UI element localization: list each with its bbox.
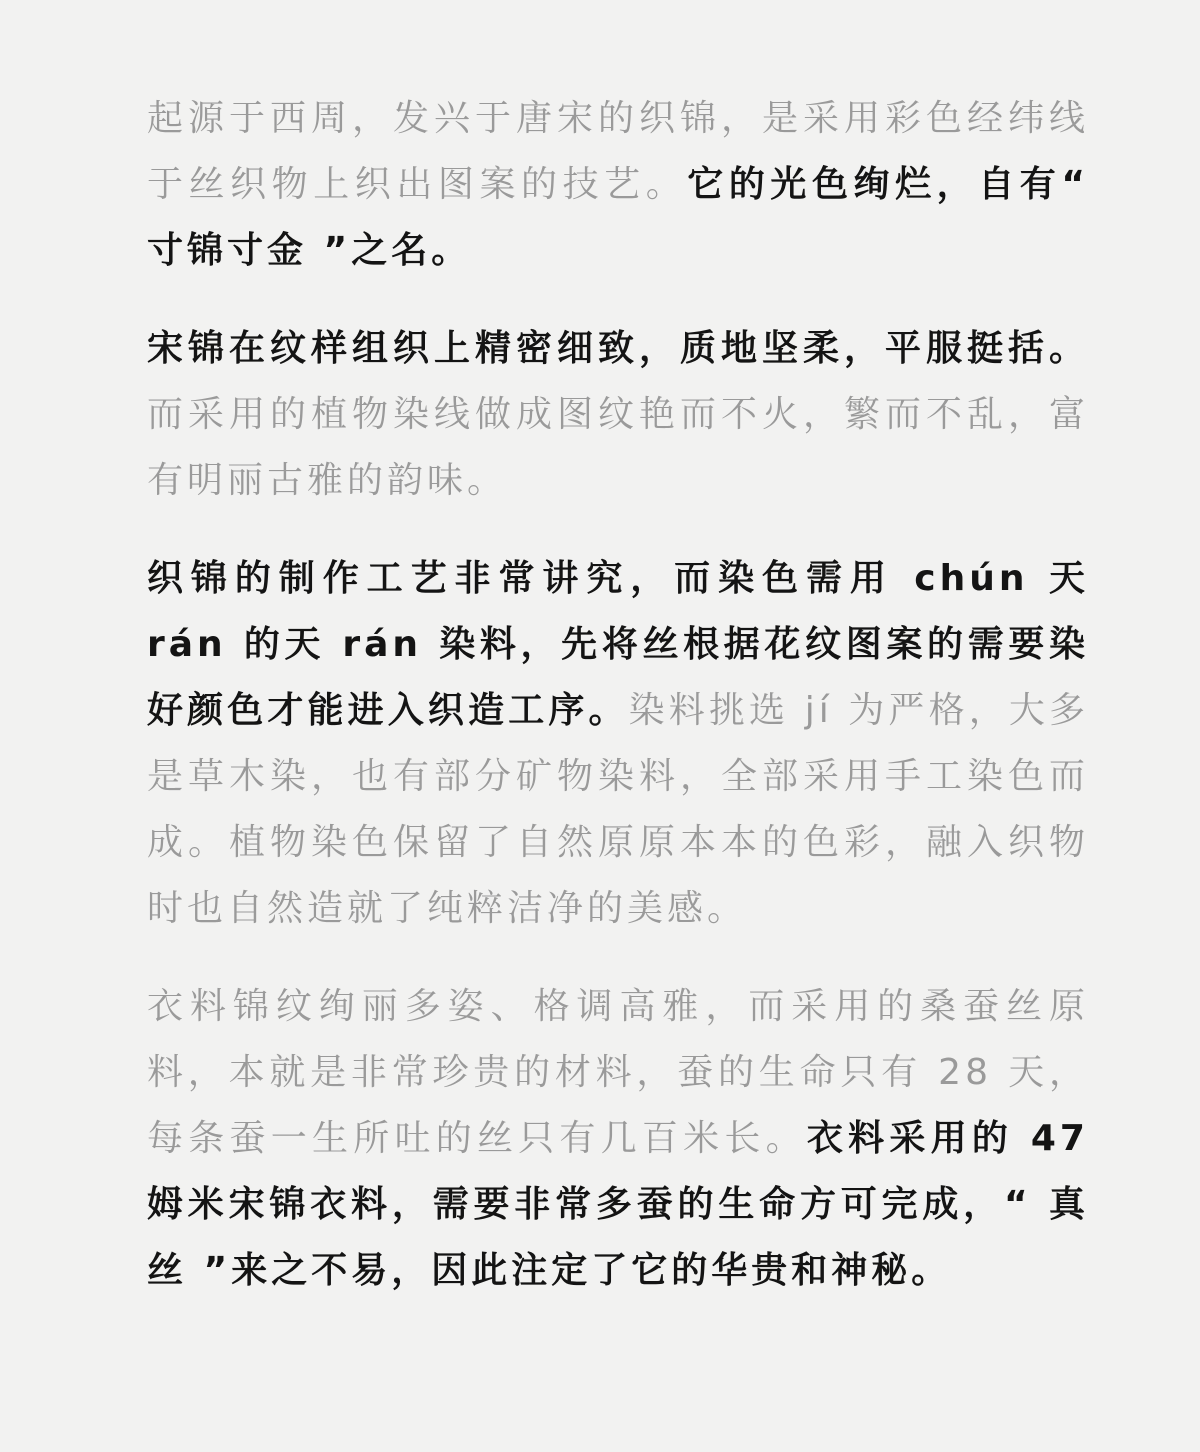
paragraph-dyeing xyxy=(147,546,1089,942)
paragraph-song-brocade xyxy=(147,316,1089,514)
emphasis-segment: 织锦的制作工艺非常讲究，而染色需用 chún 天 rán 的天 rán 染料，先将丝根据花纹图案的需要染好颜色才能进入织造工序。 xyxy=(147,558,1089,731)
emphasis-segment: 衣料采用的 47 姆米宋锦衣料，需要非常多蚕的生命方可完成，“ 真丝 ”来之不易，因此注定了它的华贵和神秘。 xyxy=(147,1118,1089,1291)
paragraph-silk xyxy=(147,974,1089,1304)
article-body xyxy=(147,86,1089,1304)
text-segment: 染料挑选 jí 为严格，大多是草木染，也有部分矿物染料，全部采用手工染色而成。植物染色保留了自然原原本本的色彩，融入织物时也自然造就了纯粹洁净的美感。 xyxy=(147,690,1089,929)
text-segment: 衣料锦纹绚丽多姿、格调高雅，而采用的桑蚕丝原料，本就是非常珍贵的材料，蚕的生命只有 28 天，每条蚕一生所吐的丝只有几百米长。 xyxy=(147,986,1089,1159)
emphasis-segment: 宋锦在纹样组织上精密细致，质地坚柔，平服挺括。 xyxy=(147,328,1089,369)
emphasis-segment: 它的光色绚烂，自有“ 寸锦寸金 ”之名。 xyxy=(147,164,1089,271)
text-segment: 起源于西周，发兴于唐宋的织锦，是采用彩色经纬线于丝织物上织出图案的技艺。 xyxy=(147,98,1089,205)
text-segment: 而采用的植物染线做成图纹艳而不火，繁而不乱，富有明丽古雅的韵味。 xyxy=(147,394,1089,501)
paragraph-origin xyxy=(147,86,1089,284)
